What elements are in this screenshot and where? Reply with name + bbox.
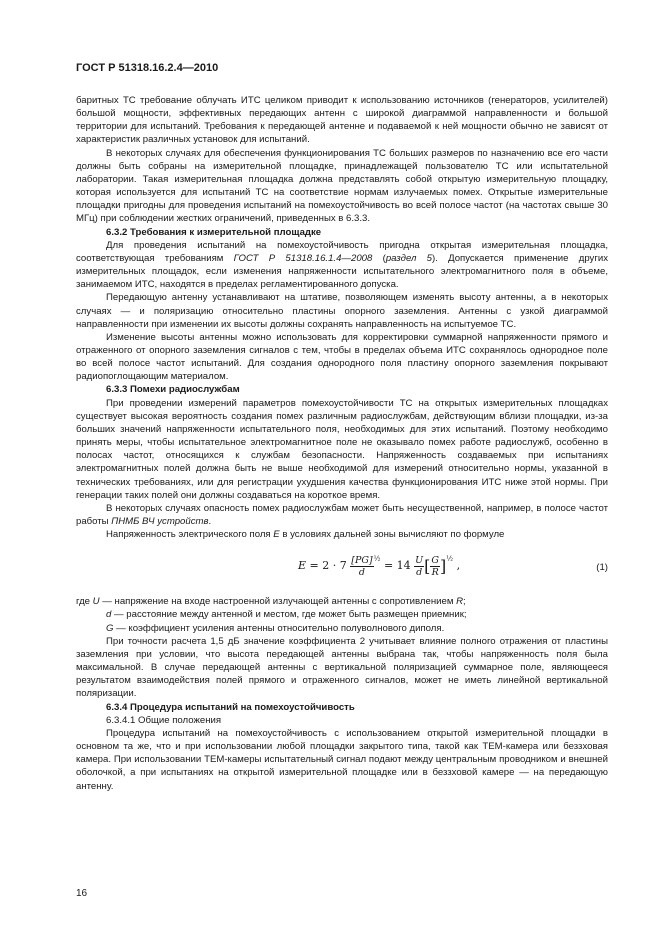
- formula-number: (1): [596, 562, 608, 574]
- definition-item: d — расстояние между антенной и местом, где может быть размещен приемник;: [106, 609, 467, 621]
- section-heading-6-3-2: 6.3.2 Требования к измерительной площадке: [106, 226, 322, 238]
- formula-1: [76, 547, 608, 591]
- definition-item: где U — напряжение на входе настроенной излучающей антенны с сопротивлением R;: [76, 596, 466, 608]
- paragraph: В некоторых случаях опасность помех радиослужбам может быть несущественной, например, в полосе частот работы ПНМБ ВЧ устройств.: [76, 502, 608, 527]
- standard-reference: ГОСТ Р 51318.16.1.4—2008: [233, 252, 373, 264]
- paragraph: Процедура испытаний на помехоустойчивость с использованием открытой измерительной площадки в основном та же, что и при использовании любой площадки закрытого типа, такой как ТЕМ-камера или беззховая камера. При использовании ТЕМ-камеры испытательный сигнал подают между центральным проводником и внешней оболочкой, а при испытаниях на открытой измерительной площадке или в беззховой камере — на передающую антенну.: [76, 727, 608, 792]
- paragraph: Напряженность электрического поля E в условиях дальней зоны вычисляют по формуле: [106, 529, 505, 541]
- subsection-heading-6-3-4-1: 6.3.4.1 Общие положения: [106, 714, 222, 726]
- paragraph: При проведении измерений параметров помехоустойчивости ТС на открытых измерительных площадках существует высокая вероятность создания помех различным радиослужбам, действующим вблизи площадки, из-за больших значений напряженности испытательного поля, необходимых для этих испытаний. Поэтому необходимо принять меры, чтобы испытательное электромагнитное поле не оказывало помех работе радиослужб, особенно в полосах частот, относящихся к службам безопасности. Напряженность создаваемых при испытаниях электромагнитных полей должна быть не выше необходимой для измерений относительно нормы, указанной в технических требованиях, или для регистрации ухудшения качества функционирования ИТС ниже этой нормы. При генерации таких полей они должны создаваться на короткое время.: [76, 397, 608, 501]
- document-header: ГОСТ Р 51318.16.2.4—2010: [76, 62, 219, 74]
- definition-item: G — коэффициент усиления антенны относительно полуволнового диполя.: [106, 622, 445, 634]
- section-heading-6-3-3: 6.3.3 Помехи радиослужбам: [106, 384, 240, 396]
- formula-expression: E = 2 · 7 $\frac{[PG]}{d}$ $^{\frac{1}{2}}$ = 14 $\frac{U}{d}$ [ $\frac{G}{R}$ ]$^{\frac{1}{2}}$ ,: [298, 554, 461, 578]
- page-number: 16: [76, 888, 88, 899]
- paragraph: Передающую антенну устанавливают на штативе, позволяющем изменять высоту антенны, а в некоторых случаях — и поляризацию относительно пластины опорного заземления. Антенны с узкой диаграммой направленности при изменении их высоты должны сохранять направленность на испытуемое ТС.: [76, 292, 608, 330]
- paragraph: Изменение высоты антенны можно использовать для корректировки суммарной напряженности прямого и отраженного от опорного заземления сигналов с тем, чтобы в пределах объема ИТС сохранялось однородное поле во всей полосе частот испытаний. Для создания однородного поля пластину опорного заземления покрывают радиопоглощающим материалом.: [76, 331, 608, 383]
- paragraph: баритных ТС требование облучать ИТС целиком приводит к использованию источников (генераторов, усилителей) большой мощности, эффективных передающих антенн с широкой диаграммой направленности и большой территории для испытаний. Требования к передающей антенне и подаваемой к ней мощности обычно не зависят от характеристик различных установок для испытаний.: [76, 95, 608, 146]
- section-heading-6-3-4: 6.3.4 Процедура испытаний на помехоустойчивость: [106, 701, 355, 713]
- paragraph: При точности расчета 1,5 дБ значение коэффициента 2 учитывает влияние полного отражения от пластины заземления при условии, что высота передающей антенны выбрана так, чтобы напряженность поля была максимальной. В случае передающей антенны с вертикальной поляризацией суммарное поле, являющееся результатом взаимодействия полей прямого и отраженного сигналов, может не иметь линейной вертикальной поляризации.: [76, 635, 608, 700]
- section-reference: раздел 5: [385, 252, 432, 264]
- paragraph: Для проведения испытаний на помехоустойчивость пригодна открытая измерительная площадка, соответствующая требованиям ГОСТ Р 51318.16.1.4—2008 (раздел 5). Допускается применение других измерительных площадок, если изменения напряженности испытательного электромагнитного поля в объеме, занимаемом ИТС, находятся в пределах регламентированного допуска.: [76, 239, 609, 291]
- paragraph: В некоторых случаях для обеспечения функционирования ТС больших размеров по назначению все его части должны быть собраны на измерительной площадке, принадлежащей пользователю ТС или испытательной лаборатории. Такая измерительная площадка должна представлять собой открытую измерительную площадку, которая используется для испытаний ТС на соответствие нормам излучаемых помех. Открытые измерительные площадки пригодны для проведения испытаний на помехоустойчивость во всей полосе частот (на частотах свыше 30 МГц) при соблюдении жестких ограничений, приведенных в 6.3.3.: [76, 147, 608, 225]
- document-body: [76, 94, 608, 793]
